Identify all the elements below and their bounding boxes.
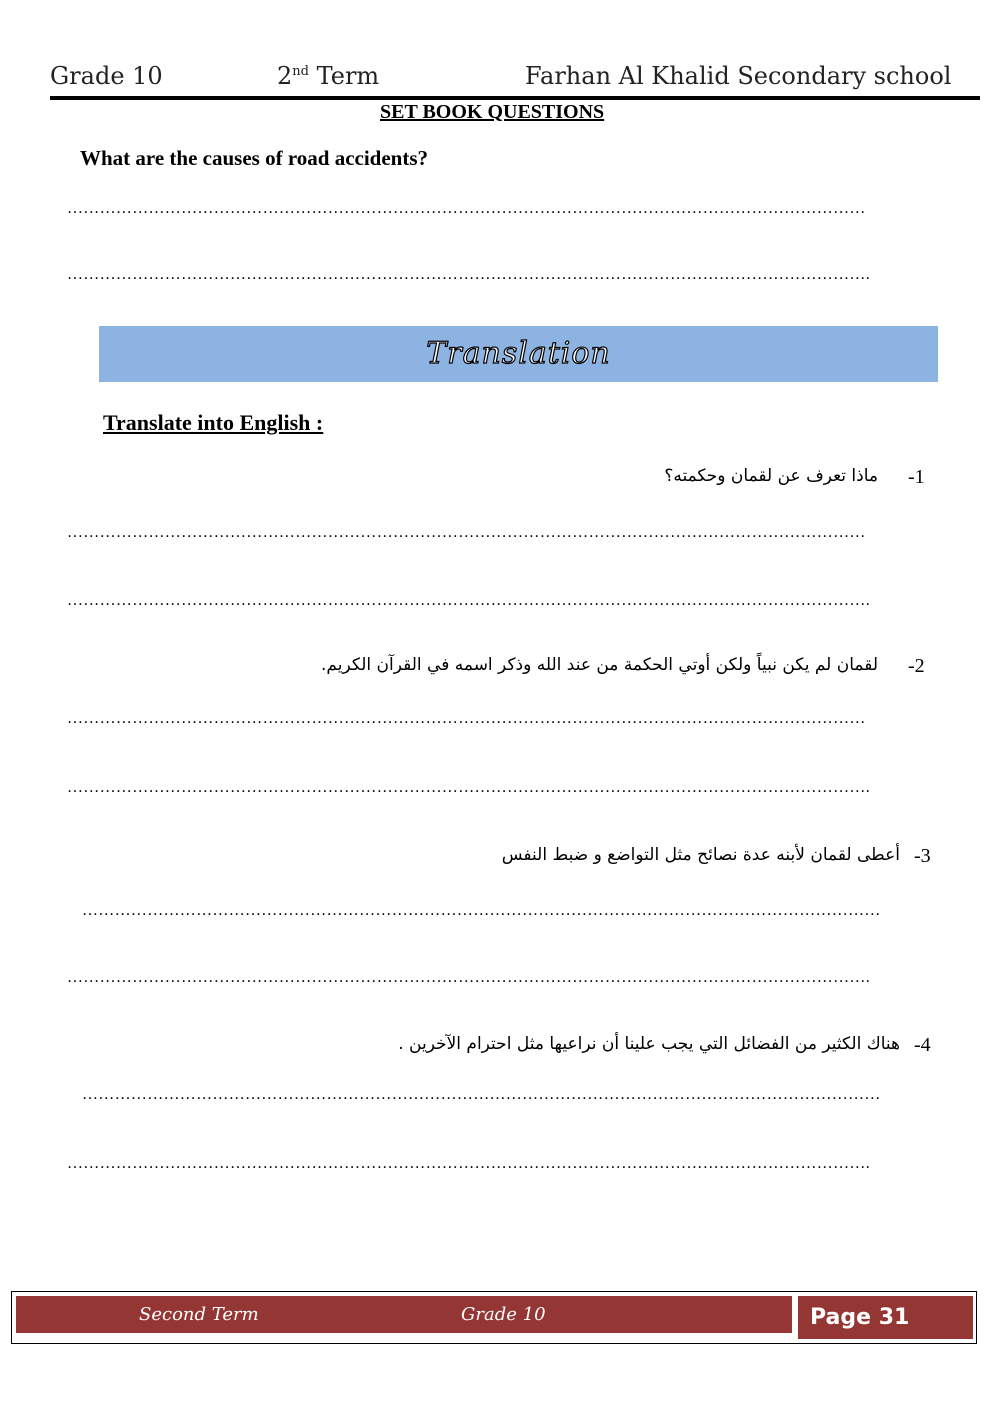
header-divider <box>50 96 980 100</box>
item-2-arabic: لقمان لم يكن نبياً ولكن أوتي الحكمة من عند الله وذكر اسمه في القرآن الكريم. <box>321 655 878 675</box>
item-4-number: -4 <box>914 1034 931 1056</box>
answer-line: ………………………………………………………………………………………………………………………………… <box>82 902 881 919</box>
footer-term: Second Term <box>139 1304 259 1325</box>
translate-heading: Translate into English : <box>103 410 324 435</box>
header-school: Farhan Al Khalid Secondary school <box>525 62 952 90</box>
set-book-question: What are the causes of road accidents? <box>80 146 429 170</box>
header-grade: Grade 10 <box>50 62 163 90</box>
answer-line: ………………………………………………………………………………………………………………………………… <box>67 200 866 217</box>
answer-line: ………………………………………………………………………………………………………………………………… <box>67 524 866 541</box>
item-2-number: -2 <box>908 655 925 677</box>
set-book-title: SET BOOK QUESTIONS <box>380 101 605 123</box>
item-3-arabic: أعطى لقمان لأبنه عدة نصائح مثل التواضع و ضبط النفس <box>501 845 900 865</box>
answer-line: …………………………………………………………………………………………………………………………………. <box>67 592 870 609</box>
answer-line: …………………………………………………………………………………………………………………………………. <box>67 779 870 796</box>
answer-line: …………………………………………………………………………………………………………………………………. <box>67 1155 870 1172</box>
header-term-suffix: nd <box>292 64 309 79</box>
footer-page-box <box>798 1296 973 1339</box>
answer-line: ………………………………………………………………………………………………………………………………… <box>67 710 866 727</box>
header-term-number: 2 <box>277 62 293 90</box>
answer-line: ………………………………………………………………………………………………………………………………… <box>82 1086 881 1103</box>
item-3-number: -3 <box>914 845 931 867</box>
footer-grade: Grade 10 <box>461 1304 546 1325</box>
translation-banner-title: Translation <box>426 336 611 371</box>
item-4-arabic: هناك الكثير من الفضائل التي يجب علينا أن نراعيها مثل احترام الآخرين . <box>398 1034 900 1054</box>
item-1-number: -1 <box>908 466 925 488</box>
header-term-word: Term <box>308 62 380 90</box>
header-term <box>277 62 379 90</box>
page-number: Page 31 <box>810 1305 910 1330</box>
answer-line: …………………………………………………………………………………………………………………………………. <box>67 266 870 283</box>
item-1-arabic: ماذا تعرف عن لقمان وحكمته؟ <box>664 466 878 486</box>
answer-line: …………………………………………………………………………………………………………………………………. <box>67 969 870 986</box>
translation-banner <box>99 326 938 382</box>
footer-bar <box>16 1296 792 1333</box>
